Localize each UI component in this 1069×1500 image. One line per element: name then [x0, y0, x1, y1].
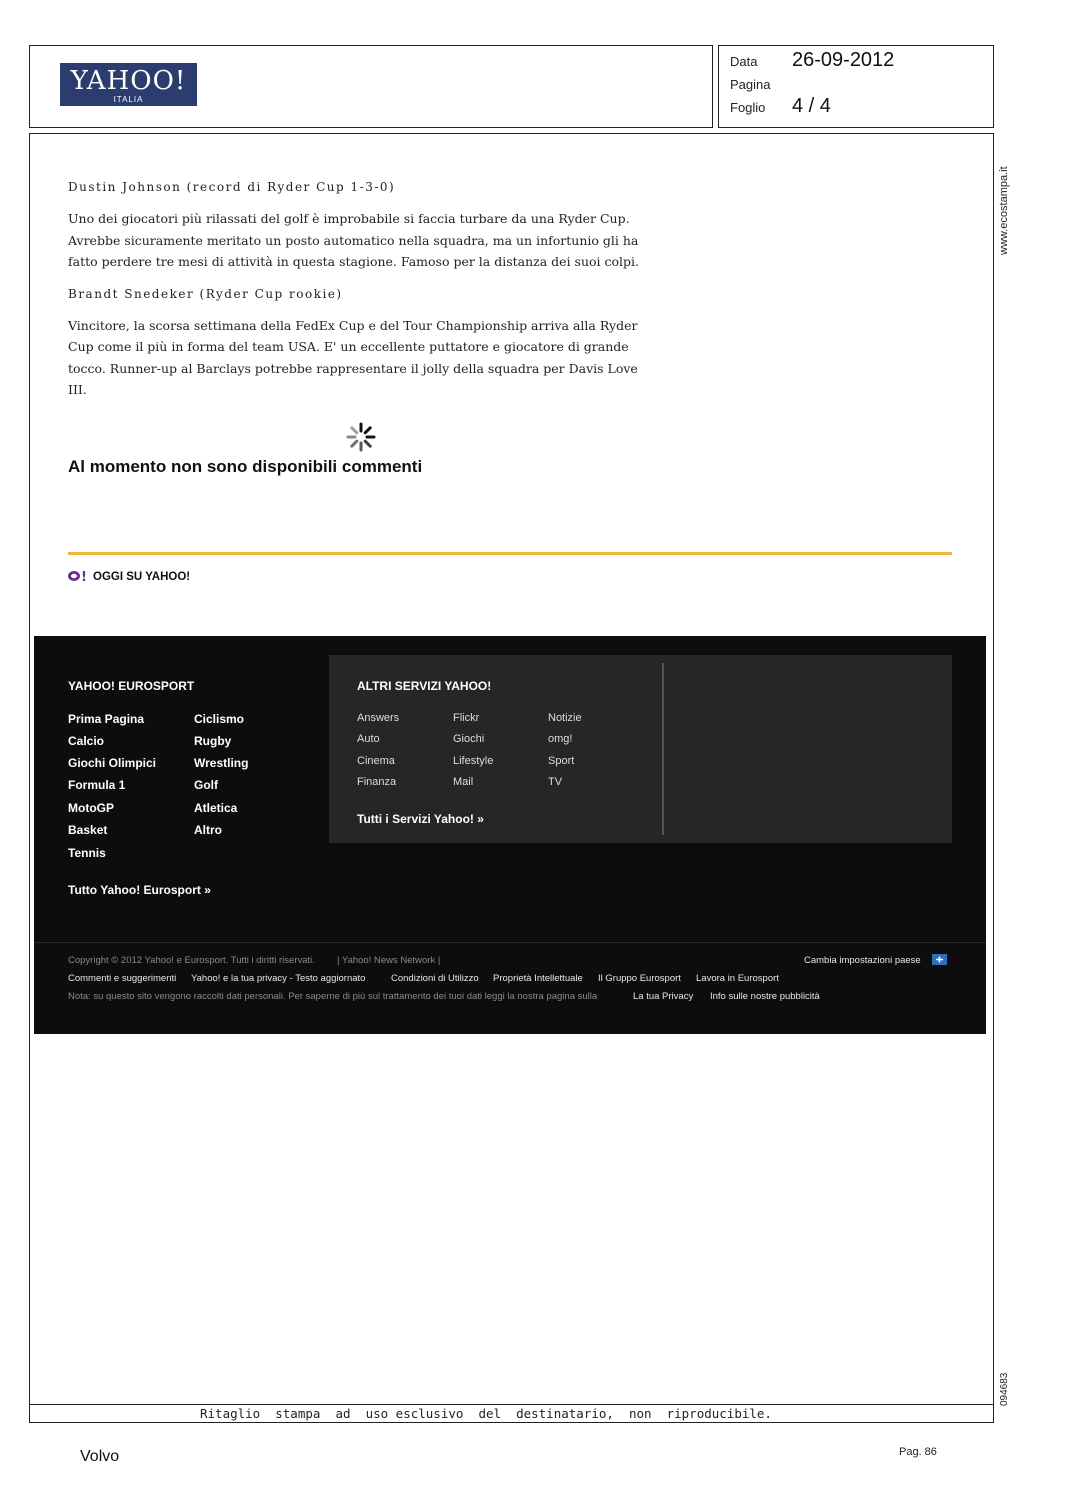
today-on-yahoo-label[interactable]: OGGI SU YAHOO! [93, 571, 191, 583]
service-link-lifestyle[interactable]: Lifestyle [453, 755, 494, 767]
footer-link-feedback[interactable]: Commenti e suggerimenti [68, 973, 177, 984]
data-value: 26-09-2012 [792, 49, 895, 71]
client-name: Volvo [80, 1448, 120, 1465]
services-title: ALTRI SERVIZI YAHOO! [357, 679, 492, 693]
service-link-tv[interactable]: TV [548, 776, 563, 788]
service-link-finanza[interactable]: Finanza [357, 776, 397, 788]
pagina-label: Pagina [730, 77, 771, 92]
privacy-link[interactable]: La tua Privacy [633, 991, 694, 1002]
data-label: Data [730, 54, 758, 69]
flag-icon[interactable] [932, 954, 947, 965]
section-divider [68, 552, 952, 555]
footer-link-eurosport-group[interactable]: Il Gruppo Eurosport [598, 973, 681, 984]
footer-link-terms[interactable]: Condizioni di Utilizzo [391, 973, 479, 984]
ads-info-link[interactable]: Info sulle nostre pubblicità [710, 991, 820, 1002]
eurosport-link-giochi-olimpici[interactable]: Giochi Olimpici [68, 756, 157, 770]
service-link-auto[interactable]: Auto [357, 733, 380, 745]
change-country-link[interactable]: Cambia impostazioni paese [804, 955, 921, 966]
yahoo-mini-logo-icon [68, 569, 90, 583]
service-link-mail[interactable]: Mail [453, 776, 474, 788]
article-body [68, 180, 658, 415]
eurosport-link-atletica[interactable]: Atletica [194, 801, 238, 815]
foglio-label: Foglio [730, 100, 766, 115]
eurosport-all-link[interactable]: Tutto Yahoo! Eurosport » [68, 883, 211, 897]
page-number: Pag. 86 [899, 1446, 937, 1458]
eurosport-link-ciclismo[interactable]: Ciclismo [194, 712, 245, 726]
eurosport-title: YAHOO! EUROSPORT [68, 679, 195, 693]
footer-link-careers[interactable]: Lavora in Eurosport [696, 973, 779, 984]
footer-link-ip[interactable]: Proprietà Intellettuale [493, 973, 583, 984]
eurosport-link-basket[interactable]: Basket [68, 823, 108, 837]
footer-link-privacy-update[interactable]: Yahoo! e la tua privacy - Testo aggiornato [191, 973, 366, 984]
service-link-sport[interactable]: Sport [548, 755, 575, 767]
copyright-text: Copyright © 2012 Yahoo! e Eurosport. Tutti i diritti riservati. [68, 955, 315, 966]
no-comments-message: Al momento non sono disponibili commenti [68, 457, 423, 476]
eurosport-link-prima-pagina[interactable]: Prima Pagina [68, 712, 145, 726]
article-heading-snedeker: Brandt Snedeker (Ryder Cup rookie) [68, 286, 343, 301]
article-paragraph-snedeker: Vincitore, la scorsa settimana della FedEx Cup e del Tour Championship arriva alla Ryder Cup come il più in forma del team USA. E' un eccellente puttatore e giocatore di grande tocco. Runner-up al Barclays potrebbe rappresentare il jolly della squadra per Davis Love III. [68, 317, 638, 397]
article-paragraph-johnson: Uno dei giocatori più rilassati del golf è improbabile si faccia turbare da una Ryder Cup. Avrebbe sicuramente meritato un posto automatico nella squadra, ma un infortunio gli ha fatto perdere tre mesi di attività in questa stagione. Famoso per la distanza dei suoi colpi. [68, 211, 639, 269]
eurosport-link-altro[interactable]: Altro [194, 823, 222, 837]
svg-text:094683: 094683 [999, 1372, 1010, 1406]
service-link-giochi[interactable]: Giochi [453, 733, 485, 745]
eurosport-link-motogp[interactable]: MotoGP [68, 801, 114, 815]
loading-spinner-icon [345, 421, 377, 453]
logo-word: YAHOO! [70, 66, 187, 96]
news-network-link[interactable]: | Yahoo! News Network | [337, 955, 441, 966]
article-heading-johnson: Dustin Johnson (record di Ryder Cup 1-3-0) [68, 180, 396, 194]
yahoo-italia-logo [60, 63, 197, 106]
side-code-text [994, 1368, 1012, 1408]
service-link-omg[interactable]: omg! [548, 733, 573, 745]
eurosport-link-tennis[interactable]: Tennis [68, 846, 106, 860]
footer-separator [34, 942, 986, 943]
svg-text:www.ecostampa.it: www.ecostampa.it [998, 166, 1010, 255]
side-url-text [994, 145, 1012, 255]
service-link-cinema[interactable]: Cinema [357, 755, 395, 767]
service-link-answers[interactable]: Answers [357, 712, 400, 724]
foglio-value: 4 / 4 [792, 95, 831, 117]
frame-divider [29, 1404, 994, 1405]
service-link-flickr[interactable]: Flickr [453, 712, 480, 724]
eurosport-link-golf[interactable]: Golf [194, 778, 218, 792]
service-link-notizie[interactable]: Notizie [548, 712, 582, 724]
clipping-notice: Ritaglio stampa ad uso esclusivo del destinatario, non riproducibile. [200, 1406, 772, 1421]
eurosport-link-rugby[interactable]: Rugby [194, 734, 232, 748]
eurosport-link-calcio[interactable]: Calcio [68, 734, 105, 748]
eurosport-link-wrestling[interactable]: Wrestling [194, 756, 249, 770]
services-panel-divider [662, 663, 664, 835]
privacy-note: Nota: su questo sito vengono raccolti dati personali. Per saperne di più sul trattamento dei tuoi dati leggi la nostra pagina sulla [68, 991, 598, 1002]
services-all-link[interactable]: Tutti i Servizi Yahoo! » [357, 812, 484, 826]
logo-sub: ITALIA [113, 95, 144, 104]
svg-text:!: ! [81, 570, 87, 583]
eurosport-link-formula-1[interactable]: Formula 1 [68, 778, 126, 792]
